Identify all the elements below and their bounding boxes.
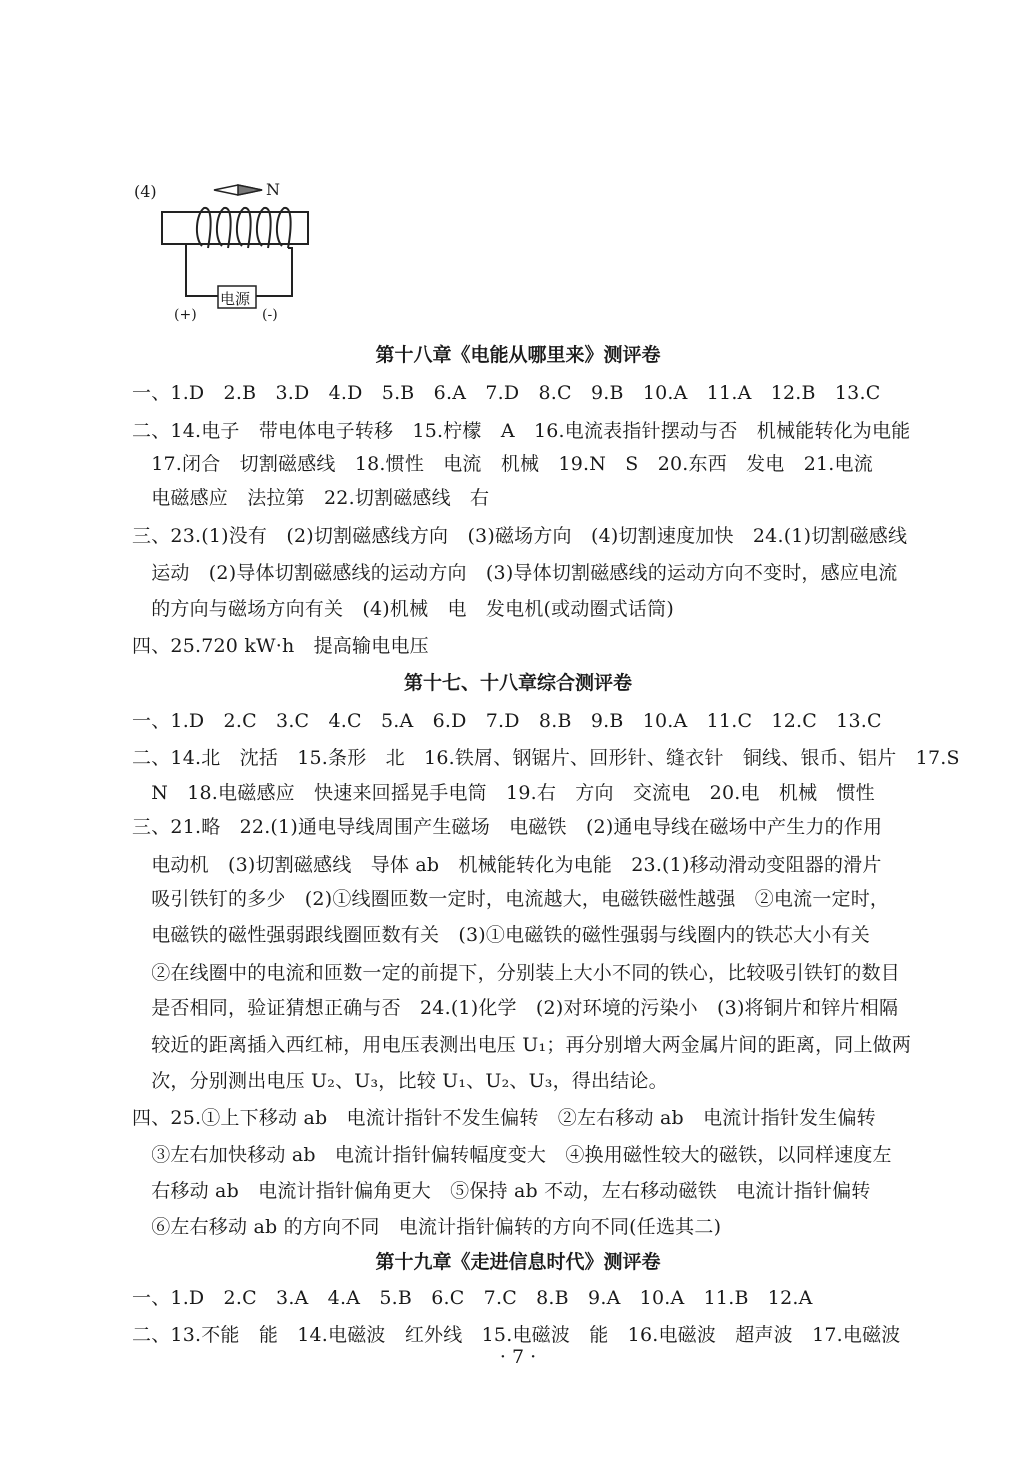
- answer-line: 一、1.D 2.B 3.D 4.D 5.B 6.A 7.D 8.C 9.B 10.A 11.A 12.B 13.C: [132, 382, 881, 404]
- power-source-label: 电源: [220, 290, 251, 308]
- section-title: 第十七、十八章综合测评卷: [403, 672, 632, 694]
- answer-line: 电磁感应 法拉第 22.切割磁感线 右: [132, 487, 490, 509]
- answer-line: 二、14.北 沈括 15.条形 北 16.铁屑、钢锯片、回形针、缝衣针 铜线、银币、铝片 17.S: [132, 747, 960, 769]
- negative-terminal-label: (-): [262, 307, 278, 323]
- answer-line: 较近的距离插入西红柿，用电压表测出电压 U₁；再分别增大两金属片间的距离，同上做两: [132, 1034, 912, 1056]
- left-wire: [186, 244, 218, 296]
- answer-line: 电磁铁的磁性强弱跟线圈匝数有关 (3)①电磁铁的磁性强弱与线圈内的铁芯大小有关: [132, 924, 870, 946]
- answer-line: 电动机 (3)切割磁感线 导体 ab 机械能转化为电能 23.(1)移动滑动变阻器的滑片: [132, 854, 882, 876]
- electromagnet-figure: [132, 176, 332, 328]
- figure-label: (4): [134, 182, 157, 201]
- answer-line: 二、14.电子 带电体电子转移 15.柠檬 A 16.电流表指针摆动与否 机械能转化为电能: [132, 420, 911, 442]
- answer-line: 次，分别测出电压 U₂、U₃，比较 U₁、U₂、U₃，得出结论。: [132, 1070, 668, 1092]
- compass-needle-icon: [214, 185, 262, 195]
- answer-line: 三、23.(1)没有 (2)切割磁感线方向 (3)磁场方向 (4)切割速度加快 24.(1)切割磁感线: [132, 525, 908, 547]
- answer-line: ⑥左右移动 ab 的方向不同 电流计指针偏转的方向不同(任选其二): [132, 1216, 722, 1238]
- answer-line: N 18.电磁感应 快速来回摇晃手电筒 19.右 方向 交流电 20.电 机械 惯性: [132, 782, 875, 804]
- answer-line: ③左右加快移动 ab 电流计指针偏转幅度变大 ④换用磁性较大的磁铁，以同样速度左: [132, 1144, 892, 1166]
- answer-line: 17.闭合 切割磁感线 18.惯性 电流 机械 19.N S 20.东西 发电 21.电流: [132, 453, 873, 475]
- answer-line: 吸引铁钉的多少 (2)①线圈匝数一定时，电流越大，电磁铁磁性越强 ②电流一定时，: [132, 888, 890, 910]
- positive-terminal-label: (+): [174, 307, 197, 323]
- answer-line: 运动 (2)导体切割磁感线的运动方向 (3)导体切割磁感线的运动方向不变时，感应电流: [132, 562, 898, 584]
- compass-n-label: N: [266, 180, 280, 199]
- answer-line: 三、21.略 22.(1)通电导线周围产生磁场 电磁铁 (2)通电导线在磁场中产生力的作用: [132, 816, 883, 838]
- answer-line: 的方向与磁场方向有关 (4)机械 电 发电机(或动圈式话筒): [132, 598, 674, 620]
- answer-line: 一、1.D 2.C 3.C 4.C 5.A 6.D 7.D 8.B 9.B 10.A 11.C 12.C 13.C: [132, 710, 882, 732]
- page-number: · 7 ·: [499, 1346, 537, 1368]
- answer-line: 二、13.不能 能 14.电磁波 红外线 15.电磁波 能 16.电磁波 超声波 17.电磁波: [132, 1324, 901, 1346]
- answer-line: 一、1.D 2.C 3.A 4.A 5.B 6.C 7.C 8.B 9.A 10.A 11.B 12.A: [132, 1287, 813, 1309]
- answer-line: ②在线圈中的电流和匝数一定的前提下，分别装上大小不同的铁心，比较吸引铁钉的数目: [132, 962, 901, 984]
- answer-line: 右移动 ab 电流计指针偏角更大 ⑤保持 ab 不动，左右移动磁铁 电流计指针偏转: [132, 1180, 871, 1202]
- answer-line: 四、25.①上下移动 ab 电流计指针不发生偏转 ②左右移动 ab 电流计指针发生偏转: [132, 1107, 876, 1129]
- answer-line: 四、25.720 kW·h 提高输电电压: [132, 635, 429, 657]
- section-title: 第十八章《电能从哪里来》测评卷: [375, 344, 661, 366]
- answer-line: 是否相同，验证猜想正确与否 24.(1)化学 (2)对环境的污染小 (3)将铜片和锌片相隔: [132, 997, 899, 1019]
- section-title: 第十九章《走进信息时代》测评卷: [375, 1251, 661, 1273]
- iron-core: [162, 212, 308, 244]
- right-wire: [256, 248, 292, 296]
